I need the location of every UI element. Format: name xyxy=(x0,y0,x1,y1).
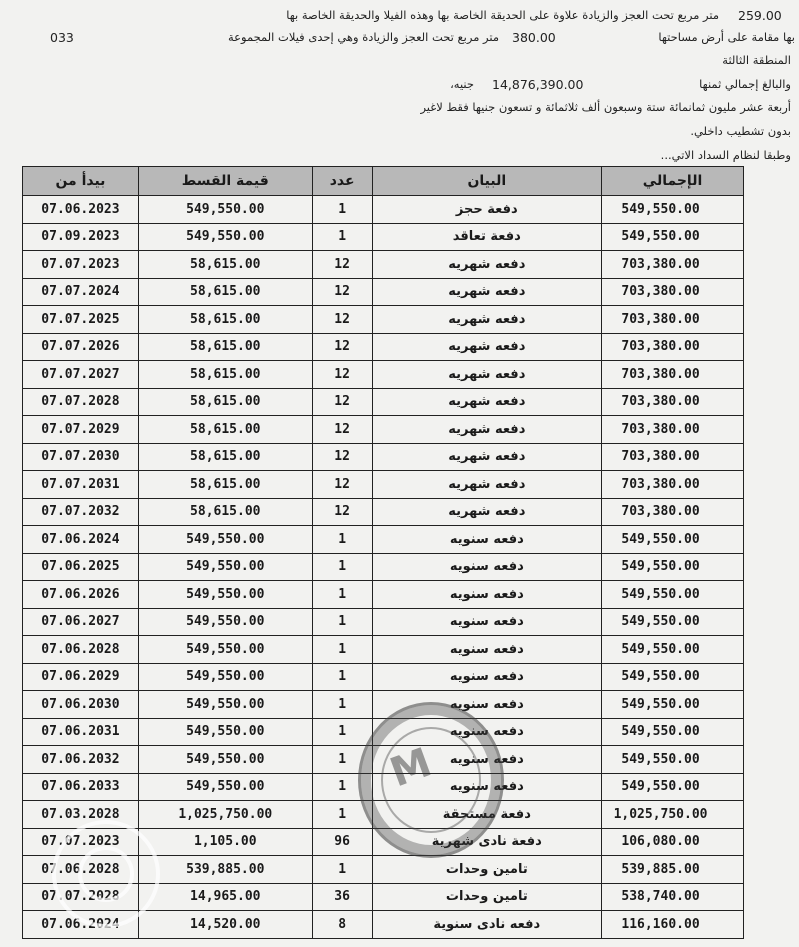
cell-installment: 14,520.00 xyxy=(138,911,312,939)
cell-total: 106,080.00 xyxy=(602,828,744,856)
cell-description: دفعه شهريه xyxy=(372,443,601,471)
cell-description: تامين وحدات xyxy=(372,883,601,911)
cell-total: 549,550.00 xyxy=(602,581,744,609)
cell-description: دفعه سنويه xyxy=(372,636,601,664)
cell-description: دفعة مستحقة xyxy=(372,801,601,829)
cell-count: 36 xyxy=(312,883,372,911)
area-number: 259.00 xyxy=(738,8,782,23)
cell-start-date: 07.09.2023 xyxy=(23,223,139,251)
cell-installment: 549,550.00 xyxy=(138,608,312,636)
cell-start-date: 07.06.2032 xyxy=(23,746,139,774)
cell-installment: 549,550.00 xyxy=(138,691,312,719)
cell-installment: 1,025,750.00 xyxy=(138,801,312,829)
table-row xyxy=(23,443,744,471)
cell-total: 116,160.00 xyxy=(602,911,744,939)
cell-count: 1 xyxy=(312,196,372,224)
cell-description: دفعه شهريه xyxy=(372,278,601,306)
cell-start-date: 07.03.2028 xyxy=(23,801,139,829)
table-row xyxy=(23,801,744,829)
cell-description: تامين وحدات xyxy=(372,856,601,884)
cell-total: 538,740.00 xyxy=(602,883,744,911)
cell-installment: 1,105.00 xyxy=(138,828,312,856)
cell-count: 12 xyxy=(312,388,372,416)
cell-installment: 58,615.00 xyxy=(138,443,312,471)
cell-total: 703,380.00 xyxy=(602,388,744,416)
cell-installment: 549,550.00 xyxy=(138,746,312,774)
cell-start-date: 07.06.2025 xyxy=(23,553,139,581)
cell-installment: 58,615.00 xyxy=(138,498,312,526)
cell-installment: 58,615.00 xyxy=(138,471,312,499)
table-row xyxy=(23,223,744,251)
cell-description: دفعه سنويه xyxy=(372,663,601,691)
cell-installment: 58,615.00 xyxy=(138,416,312,444)
total-price-words: أربعة عشر مليون ثمانمائة ستة وسبعون ألف ثلاثمائة و تسعون جنيها فقط لاغير xyxy=(420,100,791,114)
cell-description: دفعه شهريه xyxy=(372,416,601,444)
cell-description: دفعه شهريه xyxy=(372,306,601,334)
stamp-logo: M xyxy=(384,739,438,797)
land-area-number: 380.00 xyxy=(512,30,556,45)
table-row xyxy=(23,553,744,581)
cell-start-date: 07.07.2030 xyxy=(23,443,139,471)
table-row xyxy=(23,361,744,389)
cell-start-date: 07.06.2029 xyxy=(23,663,139,691)
col-header-total: الإجمالي xyxy=(602,167,744,196)
table-row xyxy=(23,691,744,719)
cell-start-date: 07.06.2028 xyxy=(23,856,139,884)
cell-description: دفعه شهريه xyxy=(372,388,601,416)
cell-total: 549,550.00 xyxy=(602,718,744,746)
cell-installment: 539,885.00 xyxy=(138,856,312,884)
cell-count: 1 xyxy=(312,663,372,691)
cell-installment: 58,615.00 xyxy=(138,306,312,334)
cell-count: 1 xyxy=(312,773,372,801)
table-row xyxy=(23,333,744,361)
cell-installment: 549,550.00 xyxy=(138,526,312,554)
cell-start-date: 07.07.2031 xyxy=(23,471,139,499)
cell-description: دفعه شهريه xyxy=(372,498,601,526)
cell-description: دفعه سنويه xyxy=(372,526,601,554)
cell-count: 1 xyxy=(312,856,372,884)
cell-start-date: 07.06.2023 xyxy=(23,196,139,224)
cell-installment: 58,615.00 xyxy=(138,333,312,361)
cell-count: 1 xyxy=(312,636,372,664)
cell-description: دفعة تعاقد xyxy=(372,223,601,251)
table-row xyxy=(23,746,744,774)
cell-installment: 549,550.00 xyxy=(138,663,312,691)
cell-start-date: 07.07.2023 xyxy=(23,828,139,856)
cell-total: 549,550.00 xyxy=(602,773,744,801)
cell-start-date: 07.06.2031 xyxy=(23,718,139,746)
group-code: 033 xyxy=(50,30,74,45)
col-header-installment: قيمة القسط xyxy=(138,167,312,196)
cell-total: 549,550.00 xyxy=(602,691,744,719)
table-row xyxy=(23,278,744,306)
header-line-1: متر مربع تحت العجز والزيادة علاوة على الحديقة الخاصة بها وهذه الفيلا والحديقة الخاصة بها xyxy=(286,8,719,22)
cell-installment: 549,550.00 xyxy=(138,581,312,609)
cell-start-date: 07.06.2024 xyxy=(23,526,139,554)
cell-count: 12 xyxy=(312,306,372,334)
cell-count: 12 xyxy=(312,251,372,279)
table-row xyxy=(23,608,744,636)
table-row xyxy=(23,471,744,499)
finishing-note: بدون تشطيب داخلي. xyxy=(690,124,791,138)
cell-installment: 14,965.00 xyxy=(138,883,312,911)
table-row xyxy=(23,636,744,664)
table-row xyxy=(23,911,744,939)
cell-description: دفعه سنويه xyxy=(372,608,601,636)
col-header-start-date: بيدأ من xyxy=(23,167,139,196)
cell-start-date: 07.07.2025 xyxy=(23,306,139,334)
total-price-label: والبالغ إجمالي ثمنها xyxy=(699,77,791,91)
cell-count: 8 xyxy=(312,911,372,939)
table-row xyxy=(23,856,744,884)
cell-description: دفعه نادى سنوية xyxy=(372,911,601,939)
cell-description: دفعه شهريه xyxy=(372,251,601,279)
cell-count: 12 xyxy=(312,333,372,361)
cell-start-date: 07.07.2024 xyxy=(23,278,139,306)
cell-start-date: 07.07.2027 xyxy=(23,361,139,389)
cell-start-date: 07.07.2028 xyxy=(23,883,139,911)
cell-installment: 549,550.00 xyxy=(138,636,312,664)
payment-plan-intro: وطبقا لنظام السداد الاتي... xyxy=(660,148,791,162)
cell-total: 703,380.00 xyxy=(602,498,744,526)
cell-installment: 58,615.00 xyxy=(138,361,312,389)
cell-description: دفعه سنويه xyxy=(372,718,601,746)
cell-total: 549,550.00 xyxy=(602,746,744,774)
cell-total: 703,380.00 xyxy=(602,306,744,334)
cell-count: 1 xyxy=(312,718,372,746)
cell-installment: 58,615.00 xyxy=(138,388,312,416)
cell-count: 1 xyxy=(312,526,372,554)
cell-total: 549,550.00 xyxy=(602,636,744,664)
table-row xyxy=(23,883,744,911)
cell-installment: 549,550.00 xyxy=(138,773,312,801)
cell-total: 703,380.00 xyxy=(602,278,744,306)
cell-count: 12 xyxy=(312,416,372,444)
cell-count: 1 xyxy=(312,746,372,774)
table-row xyxy=(23,306,744,334)
cell-description: دفعه سنويه xyxy=(372,746,601,774)
table-row xyxy=(23,388,744,416)
table-row xyxy=(23,196,744,224)
cell-installment: 549,550.00 xyxy=(138,196,312,224)
cell-total: 549,550.00 xyxy=(602,196,744,224)
cell-total: 1,025,750.00 xyxy=(602,801,744,829)
table-row xyxy=(23,828,744,856)
cell-description: دفعه سنويه xyxy=(372,553,601,581)
header-line-2: بها مقامة على أرض مساحتها xyxy=(658,30,795,44)
cell-start-date: 07.07.2028 xyxy=(23,388,139,416)
cell-installment: 58,615.00 xyxy=(138,251,312,279)
table-row xyxy=(23,251,744,279)
cell-count: 1 xyxy=(312,691,372,719)
cell-description: دفعه شهريه xyxy=(372,471,601,499)
cell-installment: 549,550.00 xyxy=(138,553,312,581)
cell-start-date: 07.06.2024 xyxy=(23,911,139,939)
cell-description: دفعه سنويه xyxy=(372,773,601,801)
cell-count: 1 xyxy=(312,608,372,636)
cell-count: 12 xyxy=(312,471,372,499)
cell-start-date: 07.06.2028 xyxy=(23,636,139,664)
cell-count: 1 xyxy=(312,553,372,581)
cell-count: 96 xyxy=(312,828,372,856)
table-header-row xyxy=(23,167,744,196)
cell-total: 549,550.00 xyxy=(602,608,744,636)
cell-count: 1 xyxy=(312,223,372,251)
cell-total: 549,550.00 xyxy=(602,223,744,251)
cell-total: 703,380.00 xyxy=(602,416,744,444)
cell-start-date: 07.07.2023 xyxy=(23,251,139,279)
total-price-unit: جنيه، xyxy=(450,77,474,91)
table-row xyxy=(23,663,744,691)
table-row xyxy=(23,773,744,801)
cell-total: 703,380.00 xyxy=(602,251,744,279)
table-row xyxy=(23,581,744,609)
cell-total: 703,380.00 xyxy=(602,471,744,499)
cell-count: 12 xyxy=(312,498,372,526)
cell-installment: 549,550.00 xyxy=(138,223,312,251)
cell-total: 703,380.00 xyxy=(602,443,744,471)
cell-start-date: 07.06.2033 xyxy=(23,773,139,801)
cell-total: 703,380.00 xyxy=(602,333,744,361)
header-line-2b: متر مربع تحت العجز والزيادة وهي إحدى فيلات المجموعة xyxy=(227,30,499,44)
col-header-count: عدد xyxy=(312,167,372,196)
cell-installment: 58,615.00 xyxy=(138,278,312,306)
payment-schedule-table xyxy=(22,166,744,939)
cell-start-date: 07.06.2030 xyxy=(23,691,139,719)
cell-count: 12 xyxy=(312,278,372,306)
cell-description: دفعة نادى شهرية xyxy=(372,828,601,856)
cell-start-date: 07.07.2032 xyxy=(23,498,139,526)
cell-description: دفعه شهريه xyxy=(372,333,601,361)
cell-description: دفعه سنويه xyxy=(372,581,601,609)
table-row xyxy=(23,416,744,444)
cell-count: 12 xyxy=(312,361,372,389)
cell-installment: 549,550.00 xyxy=(138,718,312,746)
cell-total: 549,550.00 xyxy=(602,553,744,581)
col-header-description: البيان xyxy=(372,167,601,196)
cell-count: 1 xyxy=(312,801,372,829)
cell-start-date: 07.06.2027 xyxy=(23,608,139,636)
cell-start-date: 07.06.2026 xyxy=(23,581,139,609)
cell-description: دفعه سنويه xyxy=(372,691,601,719)
cell-description: دفعه شهريه xyxy=(372,361,601,389)
cell-start-date: 07.07.2026 xyxy=(23,333,139,361)
header-line-3: المنطقة الثالثة xyxy=(722,53,791,67)
table-row xyxy=(23,498,744,526)
cell-total: 539,885.00 xyxy=(602,856,744,884)
cell-start-date: 07.07.2029 xyxy=(23,416,139,444)
cell-total: 549,550.00 xyxy=(602,526,744,554)
cell-count: 1 xyxy=(312,581,372,609)
table-row xyxy=(23,526,744,554)
cell-count: 12 xyxy=(312,443,372,471)
cell-description: دفعة حجز xyxy=(372,196,601,224)
table-row xyxy=(23,718,744,746)
cell-total: 549,550.00 xyxy=(602,663,744,691)
cell-total: 703,380.00 xyxy=(602,361,744,389)
total-price-number: 14,876,390.00 xyxy=(492,77,584,92)
